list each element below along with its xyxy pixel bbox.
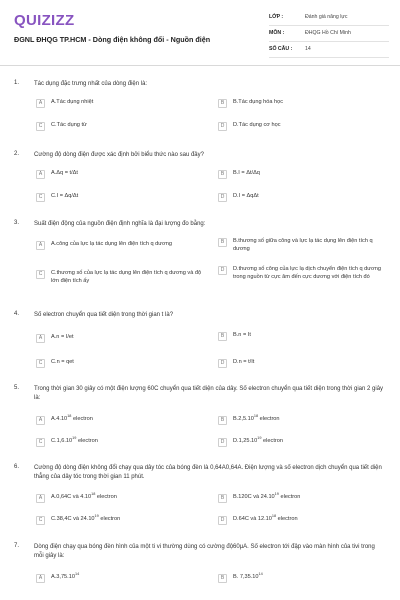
option-value: A.4.10 <box>51 416 68 422</box>
question-text: Số electron chuyển qua tiết diện trong thời gian t là? <box>34 312 174 318</box>
formula: Δq = t/Δt <box>56 170 78 176</box>
option-text <box>51 438 206 446</box>
option-unit: electron <box>276 516 298 522</box>
question-text: Tác dụng đặc trưng nhất của dòng điện là: <box>34 81 148 87</box>
option-text: D.thương số công của lực lạ dịch chuyển điện tích q dương trong nguồn từ cực âm đến cực dương với điện tích đó <box>233 266 381 280</box>
option-value: D.1,25.10 <box>233 438 258 444</box>
option-unit: electron <box>76 438 98 444</box>
meta-key: MÔN : <box>269 30 285 36</box>
question-number: 2. <box>14 151 20 157</box>
option-letter-box[interactable]: A <box>36 574 45 583</box>
question-text: Cường độ dòng điện không đổi chạy qua dây tóc của bóng đèn là 0,64A0,64A. Điện lượng và số electron dịch chuyển qua tiết diện thẳng của dây tóc trong thời gian 11 phút. <box>34 465 382 480</box>
option-unit: electron <box>261 438 283 444</box>
option-unit: electron <box>98 516 121 522</box>
formula: I = Δt/Δq <box>238 170 260 176</box>
option-text <box>233 494 388 502</box>
question-number: 3. <box>14 220 20 226</box>
question-text: Trong thời gian 30 giây có một điện lượng 60C chuyển qua tiết diện của dây. Số electron chuyển qua tiết diện trong thời gian 2 giây là: <box>34 386 384 401</box>
formula: n = t/It <box>238 359 255 365</box>
option-letter-box[interactable]: D <box>218 438 227 447</box>
meta-value: 14 <box>305 46 311 52</box>
worksheet-title: ĐGNL ĐHQG TP.HCM - Dòng điện không đổi - Nguồn điện <box>14 35 211 44</box>
option-value: B.120C và 24.10 <box>233 494 275 500</box>
option-text <box>51 416 206 424</box>
meta-value: Đánh giá năng lực <box>305 14 348 20</box>
option-unit: electron <box>258 416 280 422</box>
option-letter-box[interactable]: A <box>36 170 45 179</box>
option-letter-box[interactable]: C <box>36 270 45 279</box>
option-value: A.0,64C và 4.10 <box>51 494 92 500</box>
option-text <box>233 416 388 424</box>
option-letter-box[interactable]: B <box>218 494 227 503</box>
question-number: 1. <box>14 80 20 86</box>
option-text <box>233 359 388 367</box>
option-exponent: 19 <box>94 514 99 519</box>
option-exponent: 14 <box>74 572 80 577</box>
question-number: 5. <box>14 385 20 391</box>
option-text: B.thương số giữa công và lực lạ tác dụng lên điện tích q dương <box>233 238 373 252</box>
formula: n = I/et <box>56 334 74 340</box>
option-letter-box[interactable]: C <box>36 359 45 368</box>
option-exponent: 19 <box>274 492 279 497</box>
option-value: C.1,6.10 <box>51 438 73 444</box>
meta-value: ĐHQG Hồ Chí Minh <box>305 30 351 36</box>
option-letter-box[interactable]: D <box>218 516 227 525</box>
option-text <box>51 193 206 201</box>
option-text <box>51 359 206 367</box>
option-letter-box[interactable]: A <box>36 334 45 343</box>
option-exponent: 19 <box>257 436 262 441</box>
option-value: B. 7,35.10 <box>233 574 259 580</box>
option-prefix: D. <box>233 359 239 365</box>
question-number: 4. <box>14 311 20 317</box>
meta-key: SỐ CÂU : <box>269 46 293 52</box>
option-exponent: 18 <box>67 414 72 419</box>
option-value: D.64C và 12.10 <box>233 516 272 522</box>
option-text <box>233 193 388 201</box>
option-letter-box[interactable]: A <box>36 494 45 503</box>
option-prefix: B. <box>233 170 239 176</box>
option-exponent: 19 <box>72 436 77 441</box>
meta-row-count <box>269 42 389 58</box>
option-text: A.công của lực lạ tác dụng lên điện tích q dương <box>51 241 172 247</box>
quizizz-logo: QUIZIZZ <box>14 12 75 29</box>
option-exponent: 18 <box>253 414 259 419</box>
option-letter-box[interactable]: C <box>36 516 45 525</box>
option-prefix: A. <box>51 334 57 340</box>
option-letter-box[interactable]: A <box>36 416 45 425</box>
option-text: C.Tác dụng từ <box>51 122 87 128</box>
option-text <box>233 516 388 524</box>
option-letter-box[interactable]: D <box>218 266 227 275</box>
option-text <box>233 438 388 446</box>
question-text: Cường độ dòng điện được xác định bởi biểu thức nào sau đây? <box>34 152 204 158</box>
option-text: C.thương số của lực lạ tác dụng lên điện tích q dương và độ lớn điện tích ấy <box>51 270 202 284</box>
option-text <box>51 494 206 502</box>
formula: n = qet <box>56 359 74 365</box>
option-unit: electron <box>71 416 93 422</box>
option-prefix: A. <box>51 170 57 176</box>
option-letter-box[interactable]: B <box>218 416 227 425</box>
option-letter-box[interactable]: D <box>218 122 227 131</box>
option-value: B.2,5.10 <box>233 416 254 422</box>
question-number: 7. <box>14 543 20 549</box>
worksheet-header <box>0 0 400 66</box>
option-text <box>233 170 388 178</box>
option-prefix: B. <box>233 332 239 338</box>
question-text: Dòng điện chạy qua bóng đèn hình của một ti vi thường dùng có cường độ60μA. Số electron tới đập vào màn hình của tivi trong mỗi giây là: <box>34 544 375 559</box>
meta-key: LỚP : <box>269 14 284 20</box>
option-letter-box[interactable]: D <box>218 193 227 202</box>
option-value: A.3,75.10 <box>51 574 75 580</box>
option-letter-box[interactable]: C <box>36 193 45 202</box>
option-text: B.Tác dụng hóa học <box>233 99 284 105</box>
option-letter-box[interactable]: C <box>36 122 45 131</box>
option-text: D.Tác dụng cơ học <box>233 122 281 128</box>
formula: n = It <box>238 332 251 338</box>
option-prefix: C. <box>51 359 57 365</box>
question-text: Suất điện động của nguồn điện định nghĩa là đại lượng đo bằng: <box>34 221 206 227</box>
option-unit: electron <box>278 494 301 500</box>
option-prefix: D. <box>233 193 239 199</box>
option-value: C.38,4C và 24.10 <box>51 516 95 522</box>
meta-row-subject <box>269 26 389 42</box>
option-text <box>51 170 206 178</box>
option-text: A.Tác dụng nhiệt <box>51 99 94 105</box>
option-letter-box[interactable]: B <box>218 238 227 247</box>
option-text <box>233 332 388 340</box>
option-letter-box[interactable]: D <box>218 359 227 368</box>
meta-row-class <box>269 10 389 26</box>
option-letter-box[interactable]: C <box>36 438 45 447</box>
formula: I = Δq/Δt <box>56 193 79 199</box>
option-letter-box[interactable]: A <box>36 99 45 108</box>
option-letter-box[interactable]: B <box>218 332 227 341</box>
option-letter-box[interactable]: A <box>36 241 45 250</box>
option-letter-box[interactable]: B <box>218 574 227 583</box>
option-unit: electron <box>95 494 117 500</box>
formula: I = ΔqΔt <box>238 193 259 199</box>
option-text <box>51 516 206 524</box>
option-letter-box[interactable]: B <box>218 170 227 179</box>
option-prefix: C. <box>51 193 57 199</box>
option-text <box>51 334 206 342</box>
meta-table <box>269 10 389 58</box>
option-text <box>233 574 388 582</box>
option-exponent: 18 <box>271 514 277 519</box>
question-number: 6. <box>14 464 20 470</box>
option-exponent: 18 <box>91 492 96 497</box>
option-letter-box[interactable]: B <box>218 99 227 108</box>
option-text <box>51 574 206 582</box>
option-exponent: 14 <box>258 572 263 577</box>
